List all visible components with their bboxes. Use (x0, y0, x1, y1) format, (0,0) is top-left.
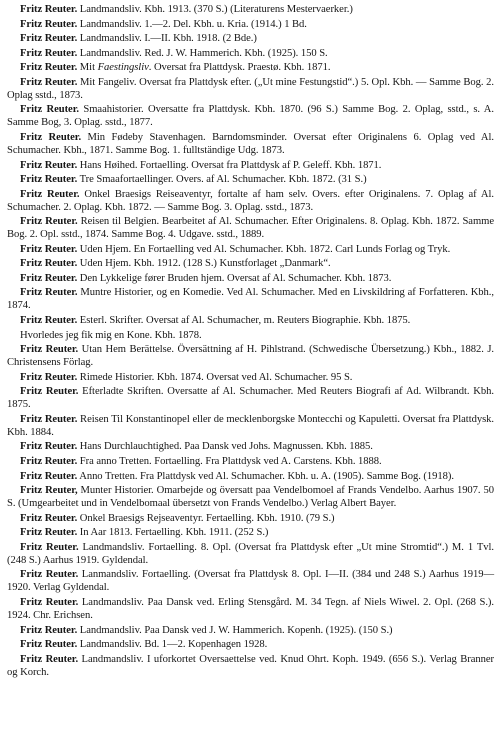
bibliography-entry (7, 371, 494, 384)
entry-text: Landmandsliv. Paa Dansk ved. Erling Stensgård. M. 34 Tegn. af Niels Wiwel. 2. Opl. (268 S.). 1924. Chr. Erichsen. (7, 596, 495, 622)
entry-text: Smaahistorier. Oversatte fra Plattdysk. Kbh. 1870. (96 S.) Samme Bog. 2. Oplag, sstd., s. A. Samme Bog, 3. Oplag. sstd., 1877. (7, 104, 495, 129)
bibliography-entry (7, 272, 494, 285)
entry-text: In Aar 1813. Fertaelling. Kbh. 1911. (252 S.) (77, 527, 269, 539)
bibliography-entry (7, 32, 494, 45)
entry-text: Hvorledes jeg fik mig en Kone. Kbh. 1878. (20, 329, 202, 341)
entry-text: Mit (77, 62, 98, 74)
entry-author: Fritz Reuter. (20, 258, 78, 270)
bibliography-entry (7, 61, 494, 74)
entry-author: Fritz Reuter. (20, 569, 79, 581)
entry-author: Fritz Reuter. (20, 441, 78, 453)
bibliography-entry (7, 638, 494, 651)
entry-author: Fritz Reuter. (20, 4, 78, 15)
bibliography-entry (7, 286, 494, 312)
entry-text: Landmandsliv. Bd. 1—2. Kopenhagen 1928. (77, 639, 268, 651)
entry-text: Landmandsliv. Paa Dansk ved J. W. Hammerich. Kopenh. (1925). (150 S.) (77, 624, 393, 636)
entry-author: Fritz Reuter. (20, 512, 78, 524)
entry-author: Fritz Reuter. (20, 104, 79, 116)
bibliography-entry (7, 484, 494, 510)
bibliography-entry (7, 188, 494, 214)
entry-author: Fritz Reuter. (20, 386, 79, 398)
entry-text: Munter Historier. Omarbejde og översatt paa Vendelbomoel af Frands Vendelbo. Aarhus 1907. 50 S. (Umgearbeitet und in Vendelbomaal übersetzt von Frands Vendelbo.) Verlag Albert Bayer. (7, 485, 494, 510)
entry-text: Den Lykkelige fører Bruden hjem. Oversat af Al. Schumacher. Kbh. 1873. (77, 272, 392, 284)
bibliography-entry (7, 653, 494, 679)
entry-author: Fritz Reuter. (20, 653, 79, 665)
bibliography-entry (7, 568, 494, 594)
bibliography-entry (7, 314, 494, 327)
bibliography-entry (7, 215, 494, 241)
bibliography-entry (7, 173, 494, 186)
entry-text: Hans Høihed. Fortaelling. Oversat fra Plattdysk af P. Geleff. Kbh. 1871. (77, 159, 382, 171)
entry-text: Tre Smaafortaellinger. Overs. af Al. Schumacher. Kbh. 1872. (31 S.) (77, 174, 367, 186)
entry-text: Reisen til Belgien. Bearbeitet af Al. Schumacher. Efter Originalens. 8. Oplag. Kbh. 1872. Samme Bog. 2. Opl. sstd., 1874. Samme Bog. 4. Udgave. sstd., 1889. (7, 216, 494, 241)
entry-author: Fritz Reuter. (20, 315, 78, 327)
bibliography-entry (7, 18, 494, 31)
bibliography-entry (7, 624, 494, 637)
entry-author: Fritz Reuter. (20, 131, 82, 143)
entry-text-continued: . Oversat fra Plattdysk. Praestø. Kbh. 1871. (148, 62, 331, 74)
entry-author: Fritz Reuter. (20, 272, 78, 284)
entry-author: Fritz Reuter. (20, 456, 78, 467)
entry-text: Uden Hjem. En Fortaelling ved Al. Schumacher. Kbh. 1872. Carl Lunds Forlag og Tryk. (77, 243, 451, 255)
bibliography-entry (7, 47, 494, 60)
entry-author: Fritz Reuter. (20, 159, 78, 171)
entry-text: Landmandsliv. Fortaelling. 8. Opl. (Oversat fra Plattdysk efter „Ut mine Stromtid“.) M. 1 Tvl. (248 S.) Aarhus 1919. Gyldendal. (7, 541, 494, 566)
bibliography-entry (7, 257, 494, 270)
bibliography-entry (7, 159, 494, 172)
entry-italic-title: Faestingsliv (97, 62, 149, 74)
bibliography-entry (7, 329, 494, 342)
entry-author: Fritz Reuter. (20, 470, 78, 482)
entry-text: Utan Hem Berättelse. Översättning af H. Pihlstrand. (Schwedische Übersetzung.) Kbh., 1882. J. Christensens Förlag. (7, 344, 494, 369)
bibliography-entry (7, 3, 494, 16)
bibliography-entry (7, 455, 494, 468)
bibliography-entry (7, 413, 494, 439)
entry-author: Fritz Reuter. (20, 371, 78, 383)
entry-author: Fritz Reuter. (20, 188, 80, 200)
entry-author: Fritz Reuter. (20, 287, 78, 299)
bibliography-entry (7, 385, 494, 411)
entry-author: Fritz Reuter. (20, 174, 78, 186)
bibliography-entry (7, 512, 494, 525)
entry-author: Fritz Reuter. (20, 216, 78, 228)
entry-author: Fritz Reuter. (20, 47, 78, 59)
bibliography-entry (7, 440, 494, 453)
entry-author: Fritz Reuter. (20, 33, 78, 45)
entry-author: Fritz Reuter. (20, 541, 79, 553)
entry-text: Hans Durchlauchtighed. Paa Dansk ved Johs. Magnussen. Kbh. 1885. (77, 441, 373, 453)
bibliography-entry (7, 243, 494, 256)
entry-text: Uden Hjem. Kbh. 1912. (128 S.) Kunstforlaget „Danmark“. (77, 258, 331, 270)
entry-text: Rimede Historier. Kbh. 1874. Oversat ved Al. Schumacher. 95 S. (77, 371, 353, 383)
entry-text: Efterladte Skriften. Oversatte af Al. Schumacher. Med Reuters Biografi af Ad. Wilbrandt. Kbh. 1875. (7, 386, 494, 411)
bibliography-entry (7, 76, 494, 102)
entry-author: Fritz Reuter. (20, 527, 78, 539)
entry-author: Fritz Reuter. (20, 413, 78, 425)
entry-text: Landmandsliv. Kbh. 1913. (370 S.) (Literaturens Mestervaerker.) (77, 4, 353, 15)
entry-text: Anno Tretten. Fra Plattdysk ved Al. Schumacher. Kbh. u. A. (1905). Samme Bog. (1918). (77, 470, 454, 482)
entry-text: Landmandsliv. Red. J. W. Hammerich. Kbh. (1925). 150 S. (77, 47, 328, 59)
entry-text: Landmandsliv. 1.—2. Del. Kbh. u. Kria. (1914.) 1 Bd. (77, 18, 307, 30)
bibliography-entry (7, 596, 494, 622)
entry-text: Min Fødeby Stavenhagen. Barndomsminder. Oversat efter Originalens 6. Oplag ved Al. Schumacher. Kbh., 1871. Samme Bog. 1. fulltständige Udg. 1873. (7, 131, 494, 156)
entry-text: Muntre Historier, og en Komedie. Ved Al. Schumacher. Med en Livskildring af Forfatteren. Kbh., 1874. (7, 287, 494, 312)
entry-author: Fritz Reuter. (20, 18, 78, 30)
bibliography-entry (7, 343, 494, 369)
entry-author: Fritz Reuter. (20, 344, 79, 356)
bibliography-entry (7, 541, 494, 567)
entry-text: Esterl. Skrifter. Oversat af Al. Schumacher, m. Reuters Biographie. Kbh. 1875. (77, 315, 411, 327)
entry-author: Fritz Reuter, (20, 485, 78, 497)
entry-author: Fritz Reuter. (20, 624, 78, 636)
entry-text: Onkel Braesigs Rejseaventyr. Fertaelling. Kbh. 1910. (79 S.) (77, 512, 335, 524)
entry-author: Fritz Reuter. (20, 243, 78, 255)
entry-author: Fritz Reuter. (20, 62, 78, 74)
entry-text: Landmandsliv. I.—II. Kbh. 1918. (2 Bde.) (77, 33, 257, 45)
bibliography-entry (7, 131, 494, 157)
entry-author: Fritz Reuter. (20, 639, 78, 651)
entry-text: Lanmandsliv. Fortaelling. (Oversat fra Plattdysk 8. Opl. I—II. (384 und 248 S.) Aarhus 1919—1920. Verlag Gyldendal. (7, 569, 494, 594)
entry-text: Landmandsliv. I uforkortet Oversaettelse ved. Knud Ohrt. Koph. 1949. (656 S.). Verlag Branner og Korch. (7, 653, 494, 678)
bibliography-entry (7, 470, 494, 483)
entry-text: Onkel Braesigs Reiseaventyr, fortalte af ham selv. Overs. efter Originalens. 7. Oplag af Al. Schumacher. 2. Oplag. Kbh. 1872. — Samme Bog. 3. Oplag. sstd., 1873. (7, 188, 494, 213)
entry-author: Fritz Reuter. (20, 76, 78, 88)
bibliography-entry (7, 526, 494, 539)
entry-text: Mit Fangeliv. Oversat fra Plattdysk efter. („Ut mine Festungstid“.) 5. Opl. Kbh. — Samme Bog. 2. Oplag sstd., 1873. (7, 76, 494, 101)
entry-text: Reisen Til Konstantinopel eller de mecklenborgske Montecchi og Kapuletti. Oversat fra Plattdysk. Kbh. 1884. (7, 413, 494, 438)
bibliography-entry (7, 103, 494, 129)
entry-text: Fra anno Tretten. Fortaelling. Fra Plattdysk ved A. Carstens. Kbh. 1888. (77, 456, 382, 467)
entry-author: Fritz Reuter. (20, 596, 79, 608)
